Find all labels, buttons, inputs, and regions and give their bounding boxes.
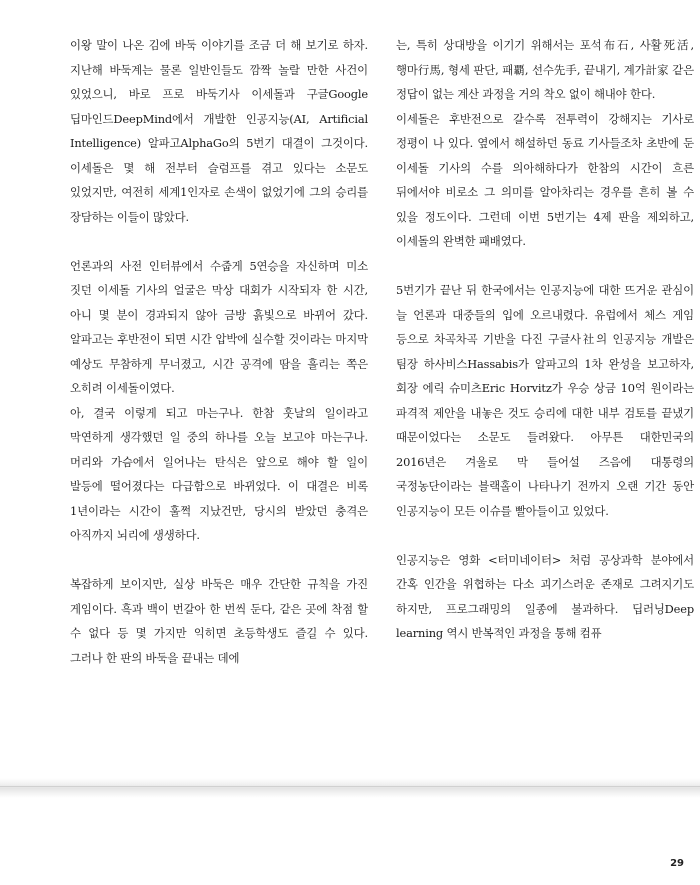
paragraph-go-rules: 복잡하게 보이지만, 실상 바둑은 매우 간단한 규칙을 가진 게임이다. 흑과 백이 번갈아 한 번씩 둔다, 같은 곳에 착점 할 수 없다 등 몇 가지만 익히면 초등학생도 즐길 수 있다. 그러나 한 판의 바둑을 끝내는 데에 <box>70 577 368 665</box>
paragraph-ai-interest: 5번기가 끝난 뒤 한국에서는 인공지능에 대한 뜨거운 관심이 늘 언론과 대중들의 입에 오르내렸다. 유럽에서 체스 게임 등으로 차곡차곡 기반을 다진 구글사社의 인공지능 개발은 팀장 하사비스Hassabis가 알파고의 1차 완성을 보고하자, 회장 에릭 슈미츠Eric Horvitz가 우승 상금 10억 원이라는 파격적 제안을 내놓은 것도 승리에 대한 내부 검토를 끝냈기 때문이었다는 소문도 들려왔다. 아무튼 대한민국의 2016년은 겨울로 막 들어설 즈음에 대통령의 국정농단이라는 블랙홀이 나타나기 전까지 오랜 기간 동안 인공지능이 모든 이슈를 빨아들이고 있었다. <box>396 283 694 518</box>
page-fold-shadow <box>0 778 700 798</box>
paragraph-go-terms: 는, 특히 상대방을 이기기 위해서는 포석布石, 사활死活, 행마行馬, 형세 판단, 패覇, 선수先手, 끝내기, 계가計家 같은 정답이 없는 계산 과정을 거의 착오 없이 해내야 한다. <box>396 38 694 101</box>
left-column <box>70 33 368 670</box>
paragraph-gap <box>70 548 368 573</box>
page-number: 29 <box>670 858 684 869</box>
paragraph-interview: 언론과의 사전 인터뷰에서 수줍게 5연승을 자신하며 미소 짓던 이세돌 기사의 얼굴은 막상 대회가 시작되자 한 시간, 아니 몇 분이 경과되지 않아 금방 흙빛으로 바뀌어 갔다. 알파고는 후반전이 되면 시간 압박에 실수할 것이라는 마지막 예상도 무참하게 무너졌고, 시간 공격에 땀을 흘리는 쪽은 오히려 이세돌이였다. <box>70 258 368 395</box>
paragraph-gap <box>396 254 694 279</box>
paragraph-lee-sedol: 이세돌은 후반전으로 갈수록 전투력이 강해지는 기사로 정평이 나 있다. 옆에서 해설하던 동료 기사들조차 초반에 둔 이세돌 기사의 수를 의아해하다가 한참의 시간이 흐른 뒤에서야 비로소 그 의미를 알아차리는 경우를 흔히 볼 수 있을 정도이다. 그런데 이번 5번기는 4제 판을 제외하고, 이세돌의 완벽한 패배였다. <box>396 111 694 248</box>
paragraph-go-intro: 이왕 말이 나온 김에 바둑 이야기를 조금 더 해 보기로 하자. 지난해 바둑계는 물론 일반인들도 깜짝 놀랄 만한 사건이 있었으니, 바로 프로 바둑기사 이세돌과 구글Google 딥마인드DeepMind에서 개발한 인공지능(AI, Artificial Intelligence) 알파고AlphaGo의 5번기 대결이 그것이다. 이세돌은 몇 해 전부터 슬럼프를 겪고 있다는 소문도 있었지만, 여전히 세계1인자로 손색이 없었기에 그의 승리를 장담하는 이들이 많았다. <box>70 38 368 224</box>
paragraph-gap <box>396 523 694 548</box>
paragraph-ai-definition: 인공지능은 영화 <터미네이터> 처럼 공상과학 분야에서 간혹 인간을 위협하는 다소 괴기스러운 존재로 그려지기도 하지만, 프로그래밍의 일종에 불과하다. 딥러닝Deep learning 역시 반복적인 과정을 통해 컴퓨 <box>396 552 694 640</box>
paragraph-reflection: 아, 결국 이렇게 되고 마는구나. 한참 훗날의 일이라고 막연하게 생각했던 일 중의 하나를 오늘 보고야 마는구나. 머리와 가슴에서 일어나는 탄식은 앞으로 해야 할 일이 발등에 떨어졌다는 다급함으로 바뀌었다. 이 대결은 비록 1년이라는 시간이 훌쩍 지났건만, 당시의 받았던 충격은 아직까지 뇌리에 생생하다. <box>70 405 368 542</box>
paragraph-gap <box>70 229 368 254</box>
page-fold-line <box>0 786 700 787</box>
right-column <box>396 33 694 646</box>
